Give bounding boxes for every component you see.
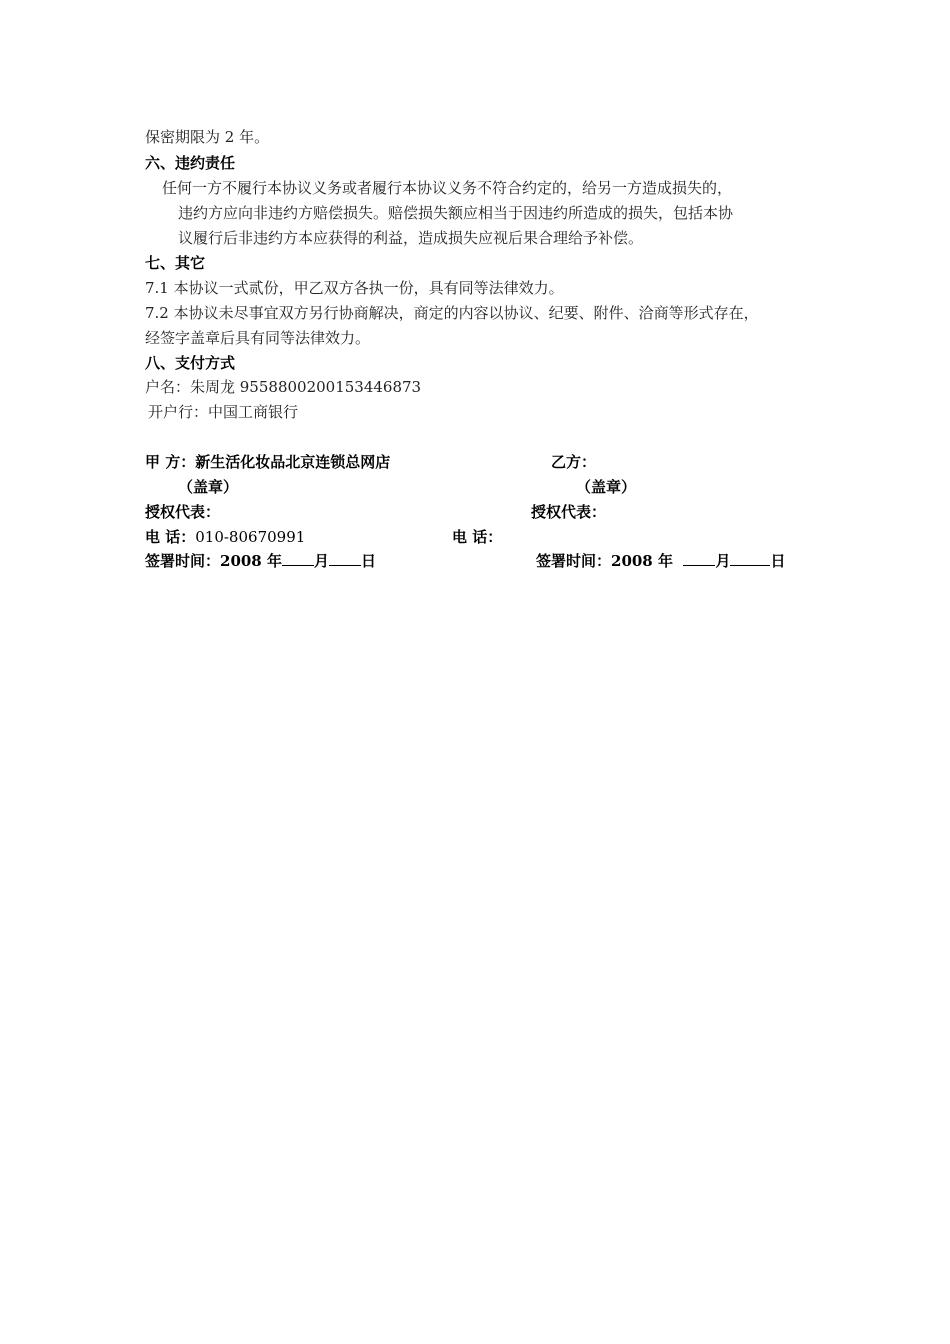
account-name: 户名：朱周龙 9558800200153446873 [145,378,422,396]
party-b-phone: 电 话： [452,528,503,546]
party-a-phone [145,527,305,547]
party-a-phone-label: 电 话： [145,528,196,546]
breach-paragraph-line-3: 议履行后非违约方本应获得的利益，造成损失应视后果合理给予补偿。 [178,229,644,247]
party-a-day: 日 [361,552,377,570]
section-heading-other: 七、其它 [145,254,206,272]
party-b-date-prefix: 签署时间：2008 年 [536,552,673,570]
clause-7-2-line-2: 经签字盖章后具有同等法律效力。 [145,329,371,347]
clause-7-1: 7.1 本协议一式贰份，甲乙双方各执一份，具有同等法律效力。 [145,279,564,297]
breach-paragraph-line-1: 任何一方不履行本协议义务或者履行本协议义务不符合约定的，给另一方造成损失的， [162,179,733,197]
party-a-representative: 授权代表： [145,503,221,521]
party-b-sign-date [536,551,785,571]
party-a-date-prefix: 签署时间：2008 年 [145,552,282,570]
party-b-month: 月 [715,552,731,570]
party-b-day: 日 [770,552,786,570]
party-a-label: 甲 方：新生活化妆品北京连锁总网店 [145,453,391,471]
party-b-seal: （盖章） [576,478,637,496]
party-a-sign-date [145,551,376,571]
breach-paragraph-line-2: 违约方应向非违约方赔偿损失。赔偿损失额应相当于因违约所造成的损失，包括本协 [178,204,734,222]
confidential-period: 保密期限为 2 年。 [145,128,270,146]
party-b-day-blank [730,551,770,566]
party-b-month-blank [683,551,715,566]
party-a-day-blank [329,551,361,566]
party-a-month: 月 [313,552,329,570]
bank-name: 开户行：中国工商银行 [148,403,299,421]
party-a-phone-value: 010-80670991 [195,528,306,546]
party-b-label: 乙方： [551,453,597,471]
clause-7-2-line-1: 7.2 本协议未尽事宜双方另行协商解决，商定的内容以协议、纪要、附件、洽商等形式存在， [145,304,759,322]
section-heading-breach: 六、违约责任 [145,154,236,172]
section-heading-payment: 八、支付方式 [145,354,236,372]
party-b-representative: 授权代表： [531,503,607,521]
party-a-month-blank [282,551,314,566]
party-a-seal: （盖章） [178,478,239,496]
